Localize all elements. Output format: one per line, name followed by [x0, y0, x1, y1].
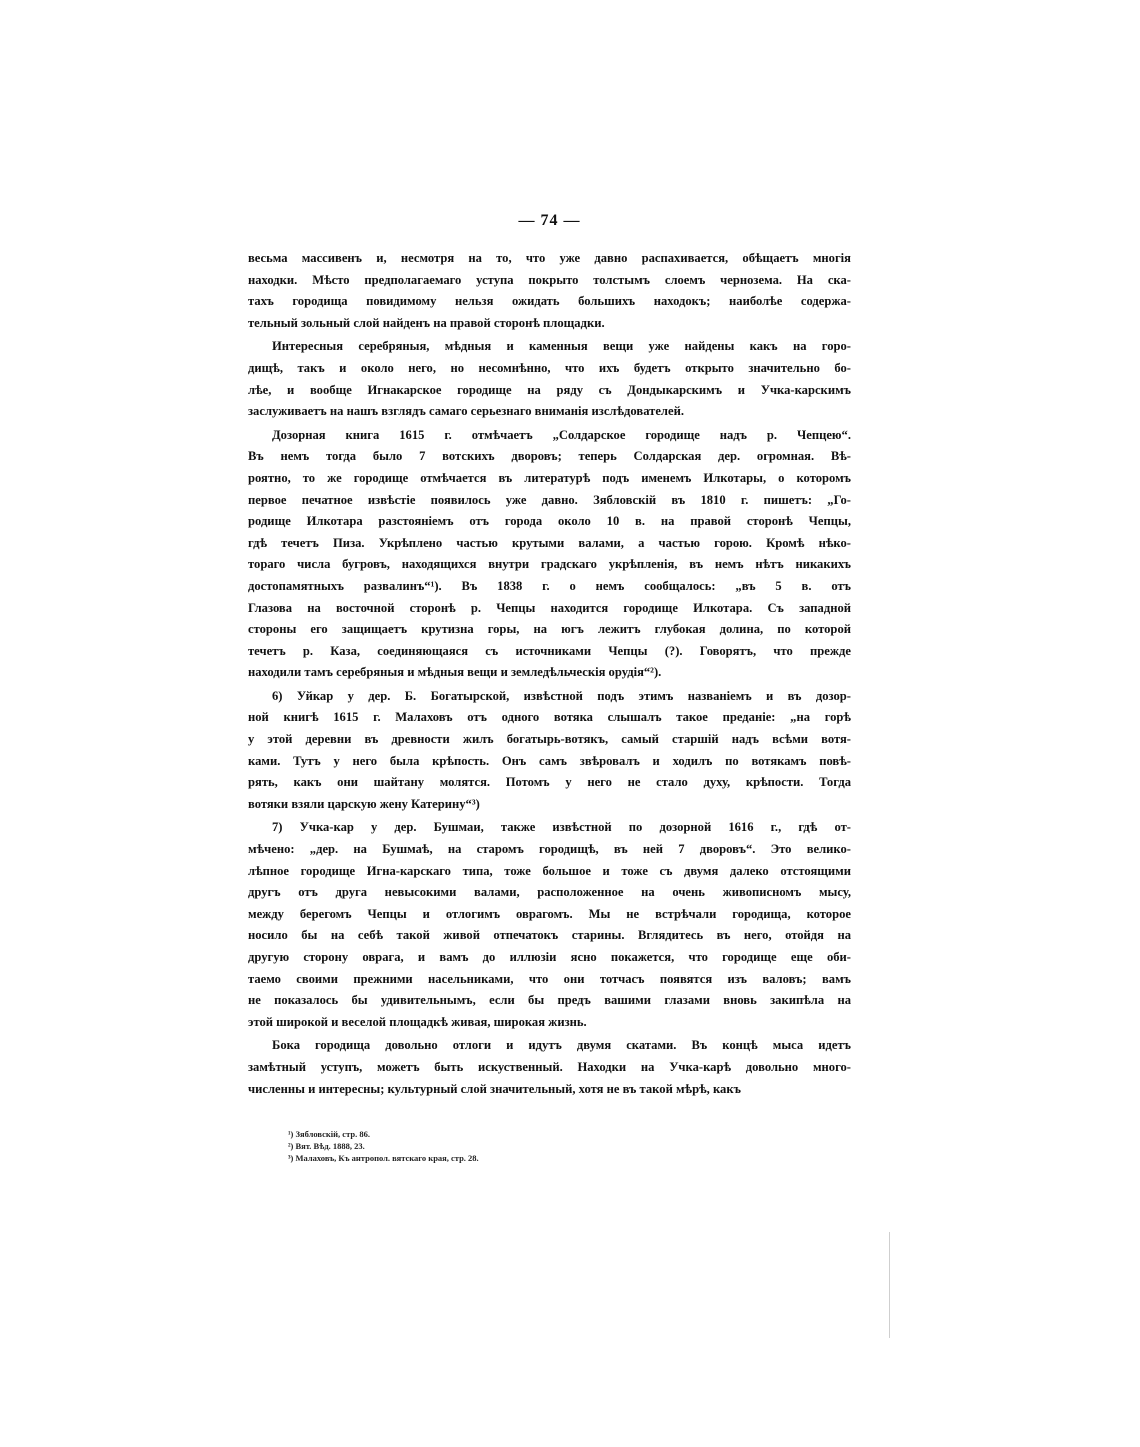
text-line: лѣпное городище Игна-карскаго типа, тоже большое и тоже съ двумя далеко отстоящими — [248, 863, 851, 878]
margin-rule — [889, 1232, 890, 1338]
text-line: между берегомъ Чепцы и отлогимъ оврагомъ. Мы не встрѣчали городища, которое — [248, 906, 851, 921]
text-line: тораго числа бугровъ, находящихся внутри градскаго укрѣпленія, въ немъ нѣтъ никакихъ — [248, 557, 851, 572]
text-line: рять, какъ они шайтану молятся. Потомъ у него не стало духу, крѣпости. Тогда — [248, 775, 851, 790]
text-line: Дозорная книга 1615 г. отмѣчаетъ „Солдарское городище надъ р. Чепцею“. — [272, 427, 851, 442]
document-page — [248, 212, 851, 1164]
text-line: таемо своими прежними насельниками, что они тотчасъ появятся изъ валовъ; вамъ — [248, 971, 851, 986]
text-line: тельный зольный слой найденъ на правой сторонѣ площадки. — [248, 315, 605, 330]
footnotes — [248, 1128, 851, 1164]
text-line: находки. Мѣсто предполагаемаго уступа покрыто толстымъ слоемъ чернозема. На ска- — [248, 272, 851, 287]
text-line: Глазова на восточной сторонѣ р. Чепцы находится городище Илкотара. Съ западной — [248, 600, 851, 615]
paragraph — [248, 817, 851, 1033]
text-line: 6) Уйкар у дер. Б. Богатырской, извѣстной подъ этимъ названіемъ и въ дозор- — [272, 688, 851, 703]
text-line: тахъ городища повидимому нельзя ожидать большихъ находокъ; наиболѣе содержа- — [248, 294, 851, 309]
paragraph — [248, 686, 851, 816]
text-line: носило бы на себѣ такой живой отпечатокъ старины. Вглядитесь въ него, отойдя на — [248, 928, 851, 943]
text-line: другъ отъ друга невысокими валами, расположенное на очень живописномъ мысу, — [248, 885, 851, 900]
text-line: первое печатное извѣстіе появилось уже давно. Зябловскій въ 1810 г. пишетъ: „Го- — [248, 492, 851, 507]
text-line: заслуживаетъ на нашъ взглядъ самаго серьезнаго вниманія изслѣдователей. — [248, 404, 684, 419]
page-number: — 74 — — [518, 212, 581, 229]
text-line: роятно, то же городище отмѣчается въ литературѣ подъ именемъ Илкотары, о которомъ — [248, 470, 851, 485]
paragraph — [248, 248, 851, 334]
text-line: мѣчено: „дер. на Бушмаѣ, на старомъ городищѣ, въ ней 7 дворовъ“. Это велико- — [248, 842, 851, 857]
text-line: лѣе, и вообще Игнакарское городище на ряду съ Дондыкарскимъ и Учка-карскимъ — [248, 382, 851, 397]
text-line: другую сторону оврага, и вамъ до иллюзіи ясно покажется, что городище еще оби- — [248, 950, 851, 964]
text-line: Бока городища довольно отлоги и идутъ двумя скатами. Въ концѣ мыса идетъ — [272, 1038, 851, 1053]
text-line: 7) Учка-кар у дер. Бушмаи, также извѣстной по дозорной 1616 г., гдѣ от- — [272, 820, 851, 835]
text-line: не показалось бы удивительнымъ, если бы предъ вашими глазами вновь закипѣла на — [248, 993, 851, 1008]
text-line: этой широкой и веселой площадкѣ живая, широкая жизнь. — [248, 1014, 587, 1029]
footnote: ²) Вят. Вѣд. 1888, 23. — [288, 1141, 365, 1152]
paragraph — [248, 336, 851, 422]
text-line: ной книгѣ 1615 г. Малаховъ отъ одного вотяка слышалъ такое преданіе: „на горѣ — [248, 710, 851, 725]
text-line: гдѣ течетъ Пиза. Укрѣплено частью крутыми валами, а частью горою. Кромѣ нѣко- — [248, 535, 851, 550]
paragraph — [248, 1035, 851, 1100]
text-line: численны и интересны; культурный слой значительный, хотя не въ такой мѣрѣ, какъ — [248, 1081, 741, 1096]
text-line: родище Илкотара разстояніемъ отъ города около 10 в. на правой сторонѣ Чепцы, — [248, 514, 851, 529]
text-line: ками. Тутъ у него была крѣпость. Онъ самъ звѣровалъ и ходилъ по вотякамъ повѣ- — [248, 753, 851, 768]
text-line: замѣтный уступъ, можетъ быть искуственный. Находки на Учка-карѣ довольно много- — [248, 1059, 851, 1074]
text-line: дищѣ, такъ и около него, но несомнѣнно, что ихъ будетъ открыто значительно бо- — [248, 360, 851, 375]
text-line: стороны его защищаетъ крутизна горы, на югъ лежитъ глубокая долина, по которой — [248, 622, 851, 637]
text-line: течетъ р. Каза, соединяющаяся съ источниками Чепцы (?). Говорятъ, что прежде — [248, 643, 851, 658]
footnote: ³) Малаховъ, Къ антропол. вятскаго края, стр. 28. — [288, 1153, 479, 1164]
text-line: весьма массивенъ и, несмотря на то, что уже давно распахивается, обѣщаетъ многія — [248, 251, 851, 265]
text-line: Интересныя серебряныя, мѣдныя и каменныя вещи уже найдены какъ на горо- — [272, 339, 851, 354]
text-line: Въ немъ тогда было 7 вотскихъ дворовъ; теперь Солдарская дер. огромная. Вѣ- — [248, 449, 851, 464]
text-line: у этой деревни въ древности жилъ богатырь-вотякъ, самый старшій надъ всѣми вотя- — [248, 732, 851, 747]
text-line: находили тамъ серебряныя и мѣдныя вещи и земледѣльческія орудія“²). — [248, 665, 662, 680]
text-line: достопамятныхъ развалинъ“¹). Въ 1838 г. о немъ сообщалось: „въ 5 в. отъ — [248, 578, 851, 593]
text-line: вотяки взяли царскую жену Катерину“³) — [248, 796, 480, 811]
body-text — [248, 248, 851, 1100]
paragraph — [248, 425, 851, 684]
footnote: ¹) Зябловскій, стр. 86. — [288, 1129, 370, 1140]
